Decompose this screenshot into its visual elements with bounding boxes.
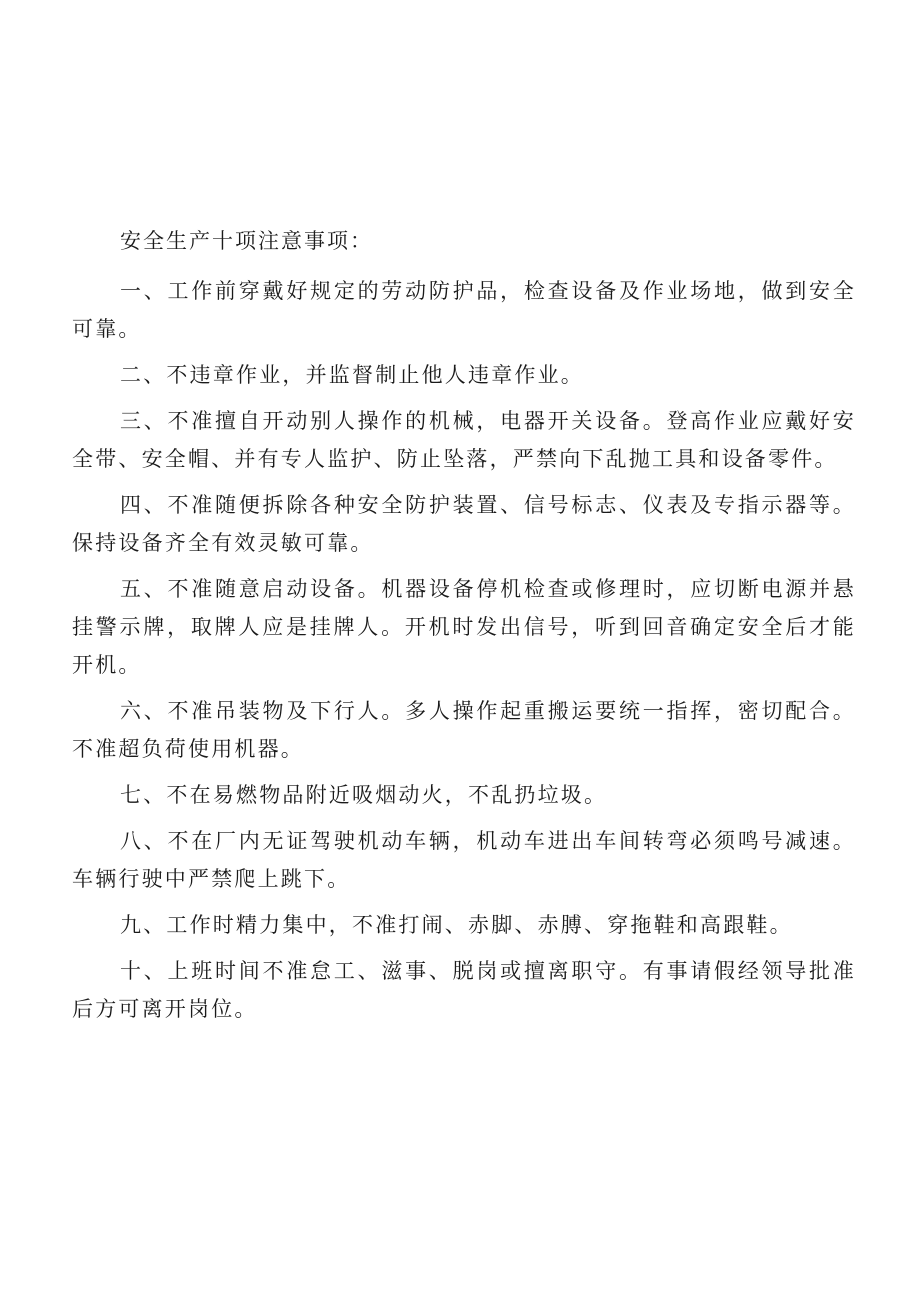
document-heading: 安全生产十项注意事项： bbox=[120, 229, 373, 253]
document-page bbox=[72, 218, 856, 1028]
rule-item-2: 二、不违章作业，并监督制止他人违章作业。 bbox=[120, 363, 584, 387]
rule-item-4: 四、不准随便拆除各种安全防护装置、信号标志、仪表及专指示器等。保持设备齐全有效灵敏可靠。 bbox=[72, 493, 856, 555]
rule-item-8: 八、不在厂内无证驾驶机动车辆，机动车进出车间转弯必须鸣号减速。车辆行驶中严禁爬上跳下。 bbox=[72, 829, 856, 891]
rule-item-5: 五、不准随意启动设备。机器设备停机检查或修理时，应切断电源并悬挂警示牌，取牌人应是挂牌人。开机时发出信号，听到回音确定安全后才能开机。 bbox=[72, 577, 856, 677]
rule-item-6: 六、不准吊装物及下行人。多人操作起重搬运要统一指挥，密切配合。不准超负荷使用机器。 bbox=[72, 699, 856, 761]
rule-item-10: 十、上班时间不准怠工、滋事、脱岗或擅离职守。有事请假经领导批准后方可离开岗位。 bbox=[72, 959, 856, 1021]
rule-item-1: 一、工作前穿戴好规定的劳动防护品，检查设备及作业场地，做到安全可靠。 bbox=[72, 279, 856, 341]
rule-item-3: 三、不准擅自开动别人操作的机械，电器开关设备。登高作业应戴好安全带、安全帽、并有专人监护、防止坠落，严禁向下乱抛工具和设备零件。 bbox=[72, 409, 856, 471]
rule-item-9: 九、工作时精力集中，不准打闹、赤脚、赤膊、穿拖鞋和高跟鞋。 bbox=[120, 913, 793, 937]
rule-item-7: 七、不在易燃物品附近吸烟动火，不乱扔垃圾。 bbox=[120, 783, 608, 807]
